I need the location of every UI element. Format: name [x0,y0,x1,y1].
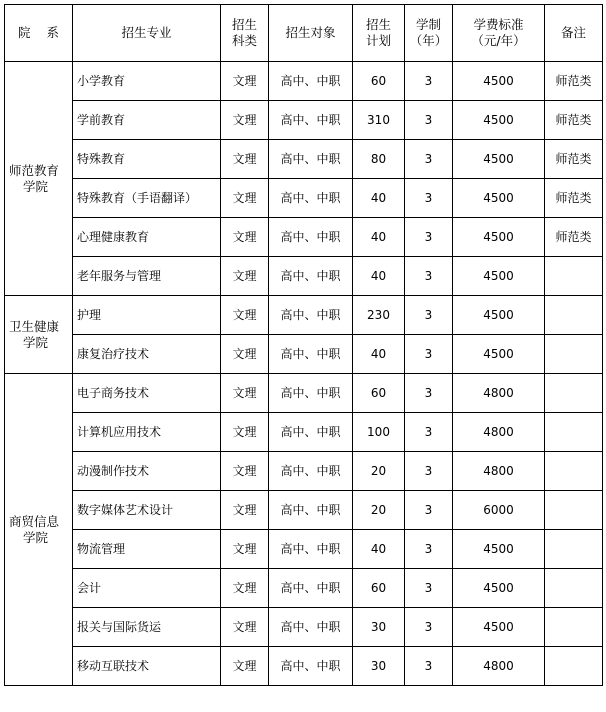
plan-count-cell: 40 [353,257,405,296]
years-cell: 3 [405,335,453,374]
major-name-cell: 护理 [73,296,221,335]
plan-count-cell: 20 [353,452,405,491]
column-header-major [73,5,221,62]
fee-cell: 6000 [453,491,545,530]
table-row [5,62,603,101]
years-cell: 3 [405,101,453,140]
table-row [5,101,603,140]
years-cell: 3 [405,647,453,686]
plan-count-cell: 40 [353,335,405,374]
remark-cell [545,452,603,491]
table-row [5,608,603,647]
category-cell: 文理 [221,452,269,491]
years-cell: 3 [405,608,453,647]
table-row [5,530,603,569]
plan-count-cell: 60 [353,374,405,413]
major-name-cell: 康复治疗技术 [73,335,221,374]
table-row [5,179,603,218]
years-cell: 3 [405,62,453,101]
column-header-line: 学费标准 [473,17,524,33]
target-cell: 高中、中职 [269,62,353,101]
remark-cell [545,413,603,452]
table-row [5,374,603,413]
major-name-cell: 数字媒体艺术设计 [73,491,221,530]
remark-cell: 师范类 [545,62,603,101]
major-name-cell: 动漫制作技术 [73,452,221,491]
fee-cell: 4500 [453,335,545,374]
years-cell: 3 [405,179,453,218]
major-name-cell: 会计 [73,569,221,608]
college-name-line: 师范教育 [9,162,60,178]
plan-count-cell: 30 [353,647,405,686]
target-cell: 高中、中职 [269,413,353,452]
plan-count-cell: 80 [353,140,405,179]
target-cell: 高中、中职 [269,140,353,179]
fee-cell: 4800 [453,647,545,686]
major-name-cell: 移动互联技术 [73,647,221,686]
column-header-line: 招生 [231,17,257,33]
table-header-row [5,5,603,62]
remark-cell [545,335,603,374]
table-row [5,296,603,335]
category-cell: 文理 [221,257,269,296]
column-header-plan [353,5,405,62]
column-header-line: （元/年） [471,33,526,48]
college-name-line: 学院 [23,334,49,350]
fee-cell: 4500 [453,530,545,569]
major-name-cell: 老年服务与管理 [73,257,221,296]
target-cell: 高中、中职 [269,179,353,218]
category-cell: 文理 [221,140,269,179]
plan-count-cell: 100 [353,413,405,452]
table-row [5,335,603,374]
years-cell: 3 [405,140,453,179]
fee-cell: 4500 [453,608,545,647]
table-row [5,257,603,296]
column-header-line: 招生 [365,17,391,33]
years-cell: 3 [405,257,453,296]
major-name-cell: 电子商务技术 [73,374,221,413]
column-header-line: 招生对象 [285,25,336,41]
category-cell: 文理 [221,179,269,218]
fee-cell: 4500 [453,140,545,179]
major-name-cell: 物流管理 [73,530,221,569]
category-cell: 文理 [221,530,269,569]
remark-cell: 师范类 [545,140,603,179]
fee-cell: 4800 [453,413,545,452]
remark-cell [545,530,603,569]
table-row [5,452,603,491]
college-name-line: 商贸信息 [9,513,60,529]
table-row [5,647,603,686]
target-cell: 高中、中职 [269,569,353,608]
column-header-years [405,5,453,62]
target-cell: 高中、中职 [269,452,353,491]
target-cell: 高中、中职 [269,218,353,257]
target-cell: 高中、中职 [269,608,353,647]
fee-cell: 4500 [453,257,545,296]
years-cell: 3 [405,530,453,569]
category-cell: 文理 [221,101,269,140]
remark-cell [545,257,603,296]
column-header-college [5,5,73,62]
table-row [5,140,603,179]
fee-cell: 4500 [453,569,545,608]
remark-cell [545,647,603,686]
column-header-remark [545,5,603,62]
remark-cell [545,491,603,530]
category-cell: 文理 [221,647,269,686]
college-name-cell [5,296,73,374]
years-cell: 3 [405,296,453,335]
plan-count-cell: 30 [353,608,405,647]
column-header-line: 院 系 [18,25,65,41]
column-header-line: 科类 [231,33,257,48]
major-name-cell: 计算机应用技术 [73,413,221,452]
years-cell: 3 [405,374,453,413]
years-cell: 3 [405,569,453,608]
table-row [5,569,603,608]
category-cell: 文理 [221,218,269,257]
plan-count-cell: 60 [353,569,405,608]
remark-cell [545,374,603,413]
fee-cell: 4800 [453,374,545,413]
fee-cell: 4500 [453,101,545,140]
admissions-plan-table [4,4,603,686]
years-cell: 3 [405,413,453,452]
category-cell: 文理 [221,335,269,374]
major-name-cell: 小学教育 [73,62,221,101]
college-name-line: 卫生健康 [9,318,60,334]
category-cell: 文理 [221,608,269,647]
plan-count-cell: 60 [353,62,405,101]
remark-cell [545,569,603,608]
category-cell: 文理 [221,62,269,101]
category-cell: 文理 [221,491,269,530]
table-row [5,218,603,257]
fee-cell: 4500 [453,62,545,101]
target-cell: 高中、中职 [269,530,353,569]
table-row [5,413,603,452]
fee-cell: 4500 [453,218,545,257]
major-name-cell: 学前教育 [73,101,221,140]
category-cell: 文理 [221,296,269,335]
target-cell: 高中、中职 [269,374,353,413]
column-header-target [269,5,353,62]
column-header-line: 学制 [415,17,441,33]
column-header-line: 备注 [560,25,586,41]
major-name-cell: 特殊教育（手语翻译） [73,179,221,218]
remark-cell [545,296,603,335]
target-cell: 高中、中职 [269,491,353,530]
major-name-cell: 心理健康教育 [73,218,221,257]
remark-cell: 师范类 [545,218,603,257]
plan-count-cell: 230 [353,296,405,335]
column-header-line: 招生专业 [121,25,172,41]
college-name-line: 学院 [23,178,49,194]
remark-cell: 师范类 [545,101,603,140]
college-name-cell [5,374,73,686]
target-cell: 高中、中职 [269,296,353,335]
plan-count-cell: 40 [353,530,405,569]
table-body [5,62,603,686]
category-cell: 文理 [221,569,269,608]
target-cell: 高中、中职 [269,257,353,296]
major-name-cell: 特殊教育 [73,140,221,179]
college-name-line: 学院 [23,529,49,545]
remark-cell [545,608,603,647]
column-header-fee [453,5,545,62]
category-cell: 文理 [221,413,269,452]
target-cell: 高中、中职 [269,647,353,686]
fee-cell: 4800 [453,452,545,491]
college-name-cell [5,62,73,296]
category-cell: 文理 [221,374,269,413]
major-name-cell: 报关与国际货运 [73,608,221,647]
target-cell: 高中、中职 [269,101,353,140]
column-header-line: 计划 [365,33,391,48]
years-cell: 3 [405,218,453,257]
fee-cell: 4500 [453,179,545,218]
table-row [5,491,603,530]
plan-count-cell: 40 [353,179,405,218]
remark-cell: 师范类 [545,179,603,218]
column-header-line: （年） [409,33,448,48]
years-cell: 3 [405,452,453,491]
target-cell: 高中、中职 [269,335,353,374]
fee-cell: 4500 [453,296,545,335]
column-header-category [221,5,269,62]
plan-count-cell: 310 [353,101,405,140]
plan-count-cell: 20 [353,491,405,530]
plan-count-cell: 40 [353,218,405,257]
years-cell: 3 [405,491,453,530]
table-header [5,5,603,62]
